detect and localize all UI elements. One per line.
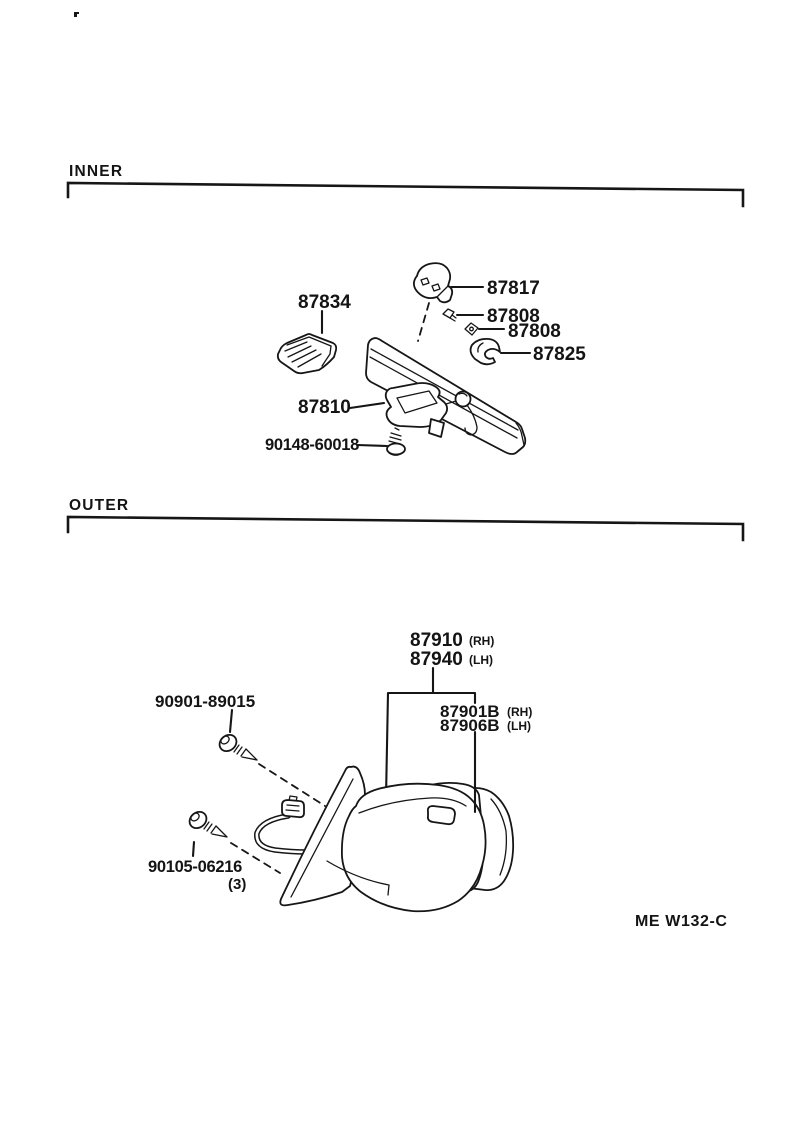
leader-line-90148 — [357, 445, 387, 446]
dashed-leader-87817 — [418, 303, 429, 341]
nut-hole — [470, 327, 474, 331]
screw-threads — [389, 428, 401, 444]
part-90148-drawing — [387, 428, 405, 455]
part-87834-drawing — [278, 334, 336, 373]
part-label-90105-06216: 90105-06216 — [148, 858, 242, 876]
outer-mirror-drawing — [148, 630, 532, 911]
part-90901-drawing — [216, 731, 257, 760]
part-87817-drawing — [414, 263, 452, 302]
outer-section-rule — [68, 517, 743, 540]
stay-tab — [429, 419, 444, 437]
outer-section — [68, 497, 743, 911]
part-label-87910-side: (RH) — [469, 634, 495, 648]
part-label-87810: 87810 — [298, 397, 351, 418]
part-label-87834: 87834 — [298, 292, 351, 313]
screw-head — [186, 808, 209, 831]
part-label-87906b-side: (LH) — [507, 719, 531, 733]
part-label-87901b: 87901B — [440, 702, 500, 721]
mirror-wiring-harness — [257, 796, 306, 852]
section-title-outer: OUTER — [69, 497, 130, 514]
nut-outline — [465, 323, 478, 335]
part-label-90901-89015: 90901-89015 — [155, 692, 256, 711]
inner-section-rule — [68, 183, 743, 206]
part-label-87901b-side: (RH) — [507, 705, 533, 719]
screw-head — [216, 731, 239, 754]
part-label-87906b: 87906B — [440, 716, 500, 735]
part-label-87808b: 87808 — [508, 321, 561, 342]
clip-inner-curl — [478, 343, 483, 352]
clip-outline — [471, 339, 500, 364]
section-title-inner: INNER — [69, 163, 124, 180]
screw-head — [443, 309, 454, 318]
scan-artifact-mark — [74, 12, 79, 17]
leader-line-90105 — [193, 842, 194, 856]
part-label-90148-60018: 90148-60018 — [265, 436, 359, 454]
part-87808a-drawing — [443, 309, 456, 321]
mount-outline — [414, 263, 452, 302]
part-label-87940-side: (LH) — [469, 653, 493, 667]
leader-line-87810 — [350, 403, 384, 408]
part-label-87940: 87940 — [410, 649, 463, 670]
inner-section — [68, 163, 743, 455]
part-label-87808a: 87808 — [487, 306, 540, 327]
drawing-code: ME W132-C — [635, 913, 728, 930]
holder-pivot-tab — [428, 806, 455, 824]
part-label-87817: 87817 — [487, 278, 540, 299]
housing-outline — [342, 784, 486, 912]
part-label-87910: 87910 — [410, 630, 463, 651]
part-87825-drawing — [471, 339, 500, 364]
leader-line-90901 — [230, 710, 232, 732]
part-label-87825: 87825 — [533, 344, 586, 365]
part-quantity-90105: (3) — [228, 876, 247, 893]
inner-mirror-drawing — [265, 263, 586, 455]
connector-body — [282, 800, 304, 817]
cover-outline — [278, 334, 336, 373]
part-90105-drawing — [186, 808, 227, 837]
part-87808b-drawing — [465, 323, 478, 335]
